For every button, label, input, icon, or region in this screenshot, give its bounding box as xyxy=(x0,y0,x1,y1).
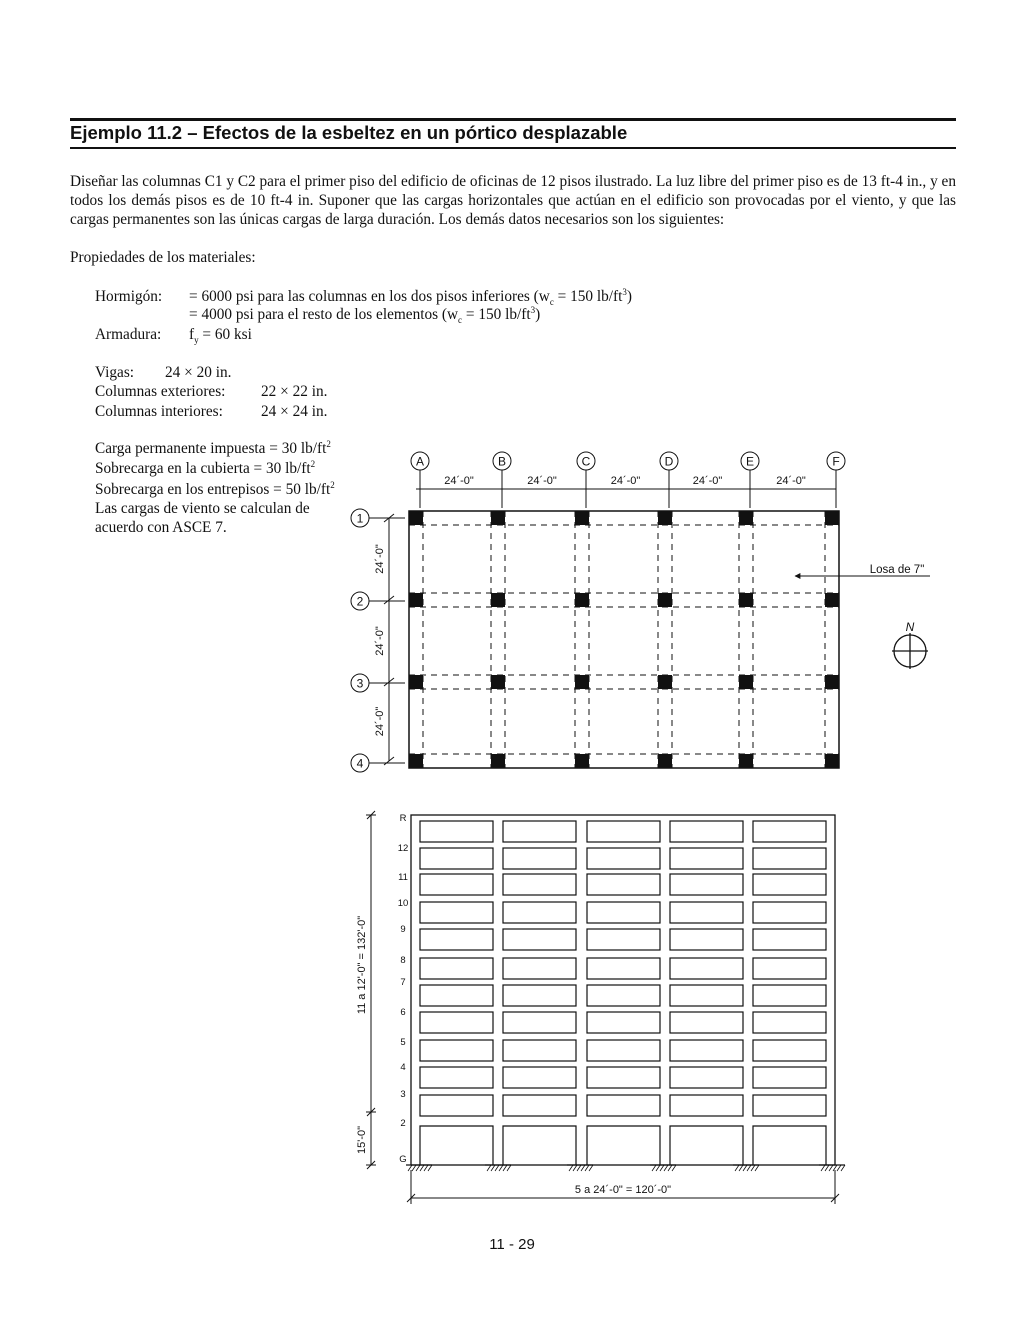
support-hatch xyxy=(589,1165,593,1171)
bay-dimension-label: 24´-0" xyxy=(444,475,474,487)
support-hatch xyxy=(499,1165,503,1171)
window-panel xyxy=(753,1012,826,1033)
window-panel xyxy=(420,1067,493,1088)
bay-dimension-label: 24´-0" xyxy=(527,475,557,487)
window-panel xyxy=(587,821,660,842)
support-hatch xyxy=(428,1165,432,1171)
window-panel xyxy=(670,874,743,895)
grid-label-f: F xyxy=(832,454,840,469)
level-label-7: 7 xyxy=(400,977,406,988)
column-square xyxy=(575,511,589,525)
support-hatch xyxy=(672,1165,676,1171)
column-square xyxy=(491,511,505,525)
ext-columns-label: Columnas exteriores: xyxy=(95,383,226,400)
materials-heading: Propiedades de los materiales: xyxy=(70,249,256,266)
window-panel xyxy=(503,902,576,923)
support-hatch xyxy=(837,1165,841,1171)
window-panel xyxy=(503,848,576,869)
support-hatch xyxy=(751,1165,755,1171)
column-square xyxy=(658,675,672,689)
window-panel xyxy=(420,848,493,869)
level-label-10: 10 xyxy=(397,898,409,909)
support-hatch xyxy=(668,1165,672,1171)
grid-label-b: B xyxy=(497,454,507,469)
window-panel xyxy=(753,1067,826,1088)
window-panel xyxy=(420,929,493,950)
window-panel xyxy=(753,1095,826,1116)
grid-label-4: 4 xyxy=(356,756,364,771)
window-panel xyxy=(503,1012,576,1033)
column-square xyxy=(825,675,839,689)
support-hatch xyxy=(743,1165,747,1171)
level-label-8: 8 xyxy=(400,955,406,966)
window-panel xyxy=(503,985,576,1006)
intro-paragraph: Diseñar las columnas C1 y C2 para el primer piso del edificio de oficinas de 12 pisos ilustrado. La luz libre del primer piso es de 13 ft-4 in., y en todos los demás pisos es de 10 ft-4 in. Suponer que las cargas horizontales que actúan en el edificio son provocadas por el viento, y que las cargas permanentes son las únicas cargas de larga duración. Los demás datos necesarios son los siguientes: xyxy=(70,173,956,228)
window-panel xyxy=(670,1012,743,1033)
column-square xyxy=(739,675,753,689)
row-dimension-label: 24´-0" xyxy=(374,544,386,574)
level-label-9: 9 xyxy=(400,924,406,935)
window-panel xyxy=(420,821,493,842)
window-panel xyxy=(753,821,826,842)
column-square xyxy=(658,754,672,768)
bay-dimension-label: 24´-0" xyxy=(610,475,641,487)
support-hatch xyxy=(577,1165,581,1171)
window-panel xyxy=(670,958,743,979)
window-panel xyxy=(753,929,826,950)
support-hatch xyxy=(660,1165,664,1171)
column-square xyxy=(825,593,839,607)
column-square xyxy=(739,511,753,525)
grid-label-e: E xyxy=(745,454,755,469)
column-square xyxy=(409,511,423,525)
window-panel xyxy=(503,874,576,895)
dead-load: Carga permanente impuesta = 30 $lb/ft^2$ xyxy=(95,438,331,457)
support-hatch xyxy=(503,1165,507,1171)
column-square xyxy=(409,754,423,768)
support-hatch xyxy=(412,1165,416,1171)
level-label-5: 5 xyxy=(400,1037,406,1048)
column-square xyxy=(739,593,753,607)
support-hatch xyxy=(747,1165,751,1171)
ground-frame xyxy=(587,1126,660,1165)
support-hatch xyxy=(569,1165,573,1171)
support-hatch xyxy=(755,1165,759,1171)
ground-frame xyxy=(753,1126,826,1165)
page-title: Ejemplo 11.2 – Efectos de la esbeltez en un pórtico desplazable xyxy=(70,122,628,143)
support-hatch xyxy=(491,1165,495,1171)
window-panel xyxy=(587,929,660,950)
window-panel xyxy=(670,1040,743,1061)
support-hatch xyxy=(487,1165,491,1171)
support-hatch xyxy=(420,1165,424,1171)
row-dimension-label: 24´-0" xyxy=(374,626,386,656)
window-panel xyxy=(587,1067,660,1088)
window-panel xyxy=(420,902,493,923)
bay-dimension-label: 24´-0" xyxy=(776,475,806,487)
grid-label-1: 1 xyxy=(356,511,364,526)
window-panel xyxy=(420,1040,493,1061)
window-panel xyxy=(587,1040,660,1061)
support-hatch xyxy=(664,1165,668,1171)
window-panel xyxy=(420,1095,493,1116)
row-dimension-label: 24´-0" xyxy=(374,706,386,737)
steel-label: Armadura: xyxy=(95,326,162,343)
grid-label-2: 2 xyxy=(356,594,364,609)
slab-label: Losa de 7" xyxy=(869,564,925,576)
level-label-6: 6 xyxy=(400,1007,406,1018)
column-square xyxy=(575,593,589,607)
window-panel xyxy=(670,848,743,869)
column-square xyxy=(491,754,505,768)
window-panel xyxy=(753,874,826,895)
window-panel xyxy=(670,821,743,842)
page-number: 11 - 29 xyxy=(489,1236,535,1253)
grid-label-a: A xyxy=(415,454,425,469)
window-panel xyxy=(587,848,660,869)
north-label: N xyxy=(905,620,915,634)
window-panel xyxy=(587,874,660,895)
level-label-g: G xyxy=(399,1154,407,1165)
window-panel xyxy=(753,1040,826,1061)
concrete-line-1: = 6000 psi para las columnas en los dos pisos inferiores ($w_c = 150$ $lb/ft^3$) xyxy=(189,286,632,308)
window-panel xyxy=(670,1067,743,1088)
plan-outline xyxy=(409,511,839,768)
support-hatch xyxy=(829,1165,833,1171)
support-hatch xyxy=(507,1165,511,1171)
level-label-12: 12 xyxy=(397,843,409,854)
column-square xyxy=(739,754,753,768)
steel-value: $f_y = 60$ ksi xyxy=(189,326,252,346)
wind-load-line-2: acuerdo con ASCE 7. xyxy=(95,519,227,536)
grid-label-d: D xyxy=(664,454,674,469)
support-hatch xyxy=(585,1165,589,1171)
support-hatch xyxy=(821,1165,825,1171)
level-label-2: 2 xyxy=(400,1118,406,1129)
ground-frame xyxy=(670,1126,743,1165)
window-panel xyxy=(420,874,493,895)
support-hatch xyxy=(573,1165,577,1171)
column-square xyxy=(491,593,505,607)
support-hatch xyxy=(841,1165,845,1171)
level-label-11: 11 xyxy=(398,872,408,883)
concrete-line-2: = 4000 psi para el resto de los elementos ($w_c = 150$ $lb/ft^3$) xyxy=(189,304,541,326)
support-hatch xyxy=(495,1165,499,1171)
ext-columns-value: 22 × 22 in. xyxy=(261,383,328,400)
window-panel xyxy=(503,958,576,979)
floor-live-load: Sobrecarga en los entrepisos = 50 $lb/ft^2$ xyxy=(95,479,335,498)
support-hatch xyxy=(416,1165,420,1171)
elevation-outline xyxy=(411,815,835,1165)
grid-label-3: 3 xyxy=(356,676,364,691)
lower-height-label: 15'-0" xyxy=(356,1125,368,1155)
support-hatch xyxy=(656,1165,660,1171)
window-panel xyxy=(670,929,743,950)
ground-frame xyxy=(420,1126,493,1165)
window-panel xyxy=(587,902,660,923)
roof-live-load: Sobrecarga en la cubierta = 30 $lb/ft^2$ xyxy=(95,458,316,477)
window-panel xyxy=(670,1095,743,1116)
wind-load-line-1: Las cargas de viento se calculan de xyxy=(95,500,310,517)
window-panel xyxy=(753,902,826,923)
support-hatch xyxy=(739,1165,743,1171)
window-panel xyxy=(753,958,826,979)
level-label-r: R xyxy=(399,813,407,824)
window-panel xyxy=(587,1095,660,1116)
window-panel xyxy=(503,821,576,842)
level-label-3: 3 xyxy=(400,1089,406,1100)
column-square xyxy=(491,675,505,689)
bay-dimension-label: 24´-0" xyxy=(692,475,723,487)
column-square xyxy=(658,511,672,525)
ground-frame xyxy=(503,1126,576,1165)
window-panel xyxy=(587,1012,660,1033)
upper-height-label: 11 a 12'-0" = 132'-0" xyxy=(356,915,368,1015)
window-panel xyxy=(420,985,493,1006)
beams-value: 24 × 20 in. xyxy=(165,364,232,381)
window-panel xyxy=(420,1012,493,1033)
int-columns-label: Columnas interiores: xyxy=(95,403,223,420)
level-label-4: 4 xyxy=(400,1062,406,1073)
window-panel xyxy=(753,848,826,869)
window-panel xyxy=(503,1095,576,1116)
window-panel xyxy=(753,985,826,1006)
window-panel xyxy=(670,902,743,923)
column-square xyxy=(409,593,423,607)
beams-label: Vigas: xyxy=(95,364,135,381)
window-panel xyxy=(503,1067,576,1088)
column-square xyxy=(658,593,672,607)
column-square xyxy=(575,754,589,768)
column-square xyxy=(575,675,589,689)
floor-plan xyxy=(351,452,930,772)
window-panel xyxy=(587,958,660,979)
support-hatch xyxy=(424,1165,428,1171)
window-panel xyxy=(420,958,493,979)
support-hatch xyxy=(735,1165,739,1171)
window-panel xyxy=(503,929,576,950)
window-panel xyxy=(503,1040,576,1061)
window-panel xyxy=(670,985,743,1006)
support-hatch xyxy=(581,1165,585,1171)
int-columns-value: 24 × 24 in. xyxy=(261,403,328,420)
width-dimension-label: 5 a 24´-0" = 120´-0" xyxy=(574,1184,672,1196)
column-square xyxy=(409,675,423,689)
support-hatch xyxy=(825,1165,829,1171)
support-hatch xyxy=(652,1165,656,1171)
building-elevation xyxy=(356,811,845,1204)
column-square xyxy=(825,754,839,768)
grid-label-c: C xyxy=(581,454,591,469)
concrete-label: Hormigón: xyxy=(95,288,163,305)
column-square xyxy=(825,511,839,525)
window-panel xyxy=(587,985,660,1006)
